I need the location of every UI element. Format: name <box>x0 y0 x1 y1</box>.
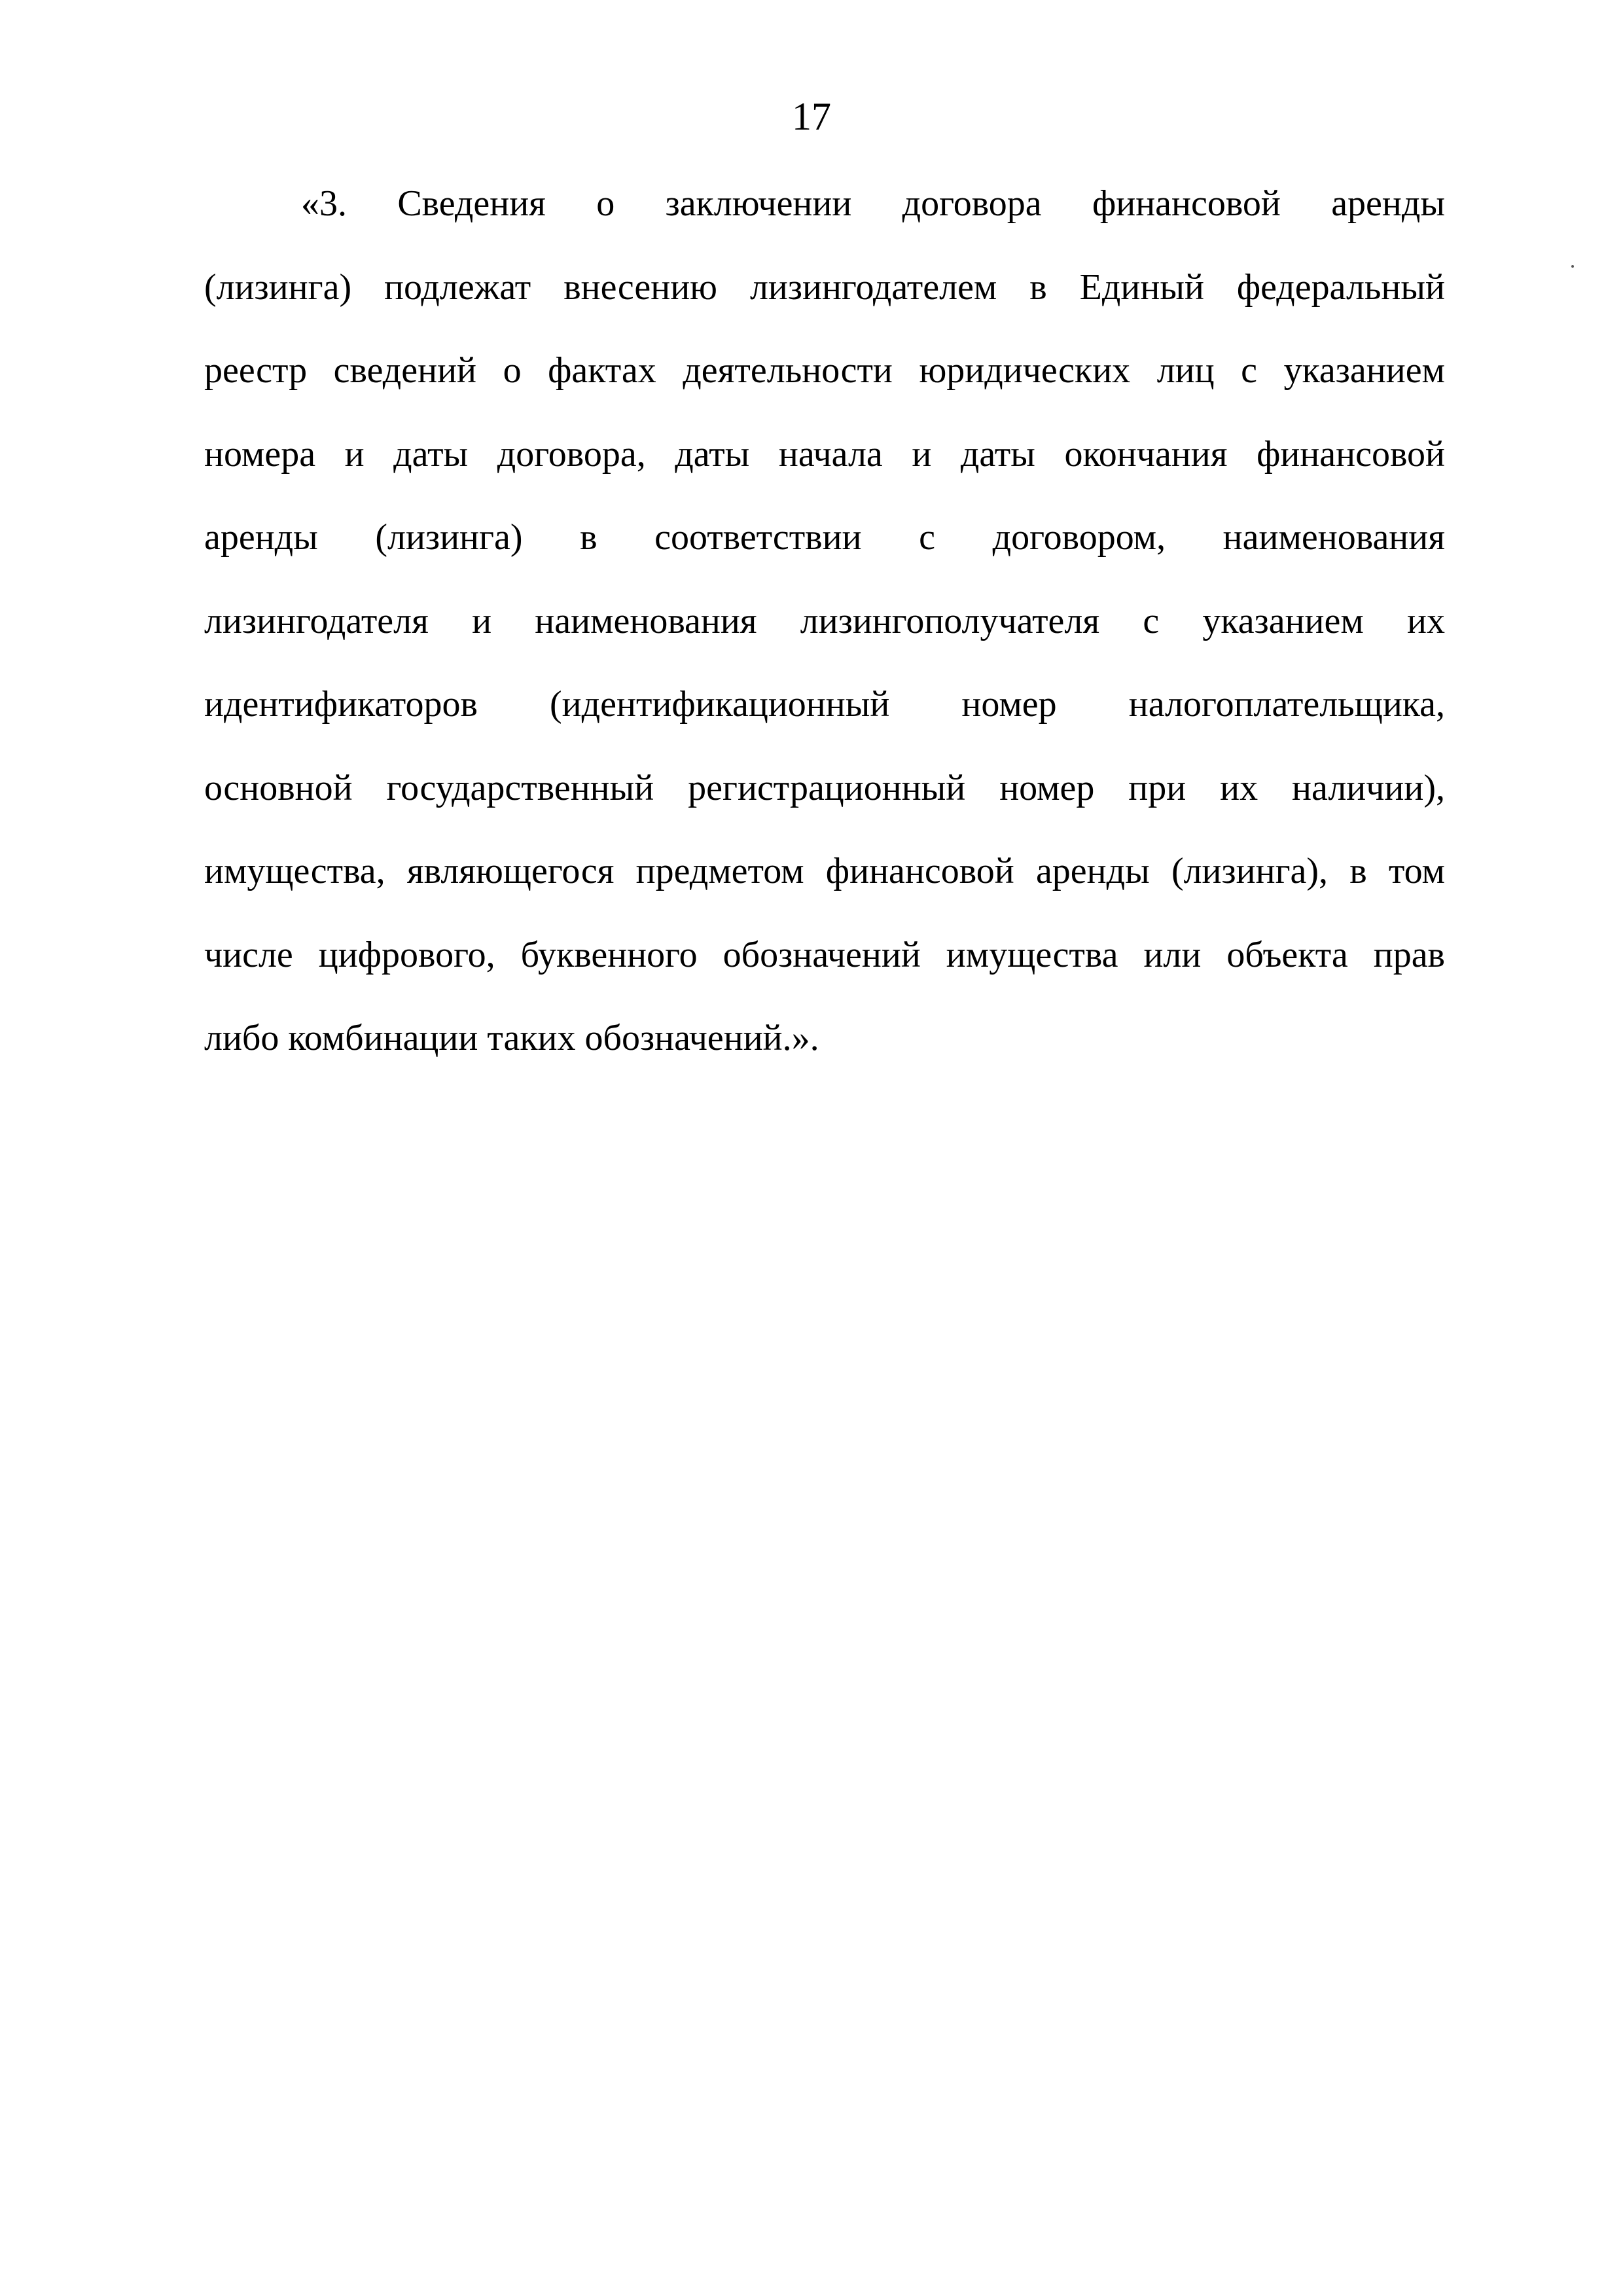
paragraph-line: номера и даты договора, даты начала и даты окончания финансовой <box>204 433 1445 475</box>
paragraph-line: лизингодателя и наименования лизингополучателя с указанием их <box>204 600 1445 641</box>
page-number: 17 <box>792 95 831 138</box>
paragraph-line: «3. Сведения о заключении договора финансовой аренды <box>301 183 1445 224</box>
paragraph-line: аренды (лизинга) в соответствии с договором, наименования <box>204 517 1445 558</box>
paragraph-line: основной государственный регистрационный номер при их наличии), <box>204 767 1445 808</box>
paragraph-line: имущества, являющегося предметом финансовой аренды (лизинга), в том <box>204 851 1445 891</box>
paragraph-line: реестр сведений о фактах деятельности юридических лиц с указанием <box>204 350 1445 391</box>
scan-speck <box>1571 265 1574 268</box>
paragraph-line: либо комбинации таких обозначений.». <box>204 1018 819 1058</box>
paragraph-line: идентификаторов (идентификационный номер налогоплательщика, <box>204 684 1445 725</box>
paragraph <box>204 162 1445 1081</box>
paragraph-line: числе цифрового, буквенного обозначений имущества или объекта прав <box>204 934 1445 975</box>
paragraph-line: (лизинга) подлежат внесению лизингодателем в Единый федеральный <box>204 266 1445 308</box>
